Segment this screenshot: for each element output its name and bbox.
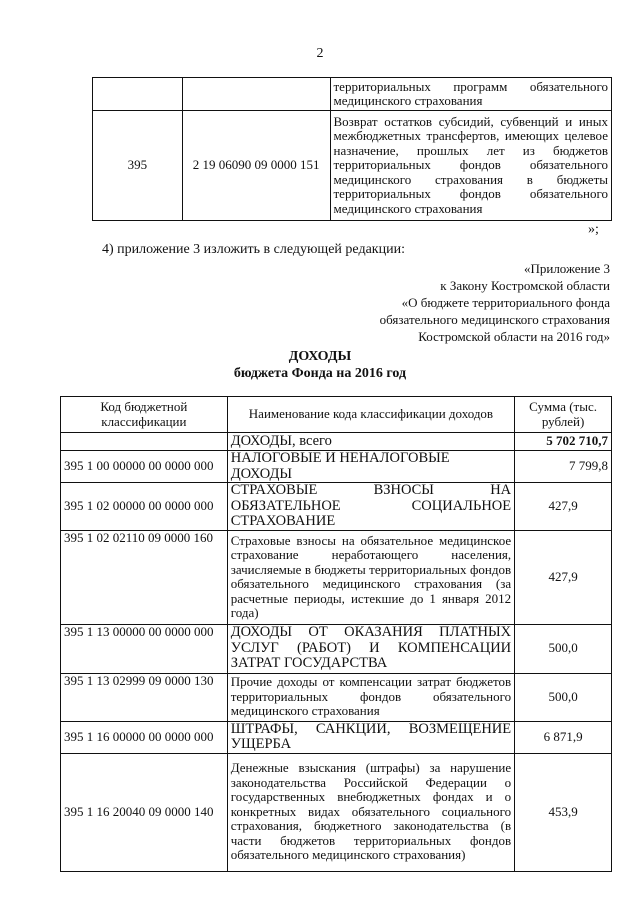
name-cell: ШТРАФЫ, САНКЦИИ, ВОЗМЕЩЕНИЕ УЩЕРБА xyxy=(227,721,514,753)
name-cell: Страховые взносы на обязательное медицинское страхование неработающего населения, зачисляемые в бюджеты территориальных фондов обязательного медицинского страхования (за расчетные периоды, истекшие до 1 января 2012 года) xyxy=(227,530,514,624)
income-name-cell: территориальных программ обязательного медицинского страхования xyxy=(330,78,612,111)
code-cell: 395 1 16 20040 09 0000 140 xyxy=(61,753,228,871)
table-row xyxy=(61,530,612,624)
column-header-code: Код бюджетной классификации xyxy=(61,397,228,433)
name-cell: СТРАХОВЫЕ ВЗНОСЫ НА ОБЯЗАТЕЛЬНОЕ СОЦИАЛЬНОЕ СТРАХОВАНИЕ xyxy=(227,483,514,531)
code-cell: 395 1 13 00000 00 0000 000 xyxy=(61,624,228,673)
sum-cell: 427,9 xyxy=(515,530,612,624)
budget-code-cell: 2 19 06090 09 0000 151 xyxy=(182,111,330,221)
sum-cell: 5 702 710,7 xyxy=(515,433,612,451)
amendment-instruction: 4) приложение 3 изложить в следующей редакции: xyxy=(102,242,405,257)
column-header-sum: Сумма (тыс. рублей) xyxy=(515,397,612,433)
title-line: бюджета Фонда на 2016 год xyxy=(233,366,407,381)
table-row xyxy=(93,78,612,111)
appendix-line: обязательного медицинского страхования xyxy=(379,312,610,327)
name-cell: НАЛОГОВЫЕ И НЕНАЛОГОВЫЕ ДОХОДЫ xyxy=(227,451,514,483)
sum-cell: 6 871,9 xyxy=(515,721,612,753)
table-row xyxy=(61,673,612,721)
admin-code-cell: 395 xyxy=(93,111,183,221)
closing-quote: »; xyxy=(588,222,599,237)
code-cell: 395 1 02 02110 09 0000 160 xyxy=(61,530,228,624)
table-row xyxy=(61,483,612,531)
table-row xyxy=(61,451,612,483)
document-title xyxy=(0,348,640,382)
code-cell: 395 1 00 00000 00 0000 000 xyxy=(61,451,228,483)
code-cell xyxy=(61,433,228,451)
sum-cell: 427,9 xyxy=(515,483,612,531)
income-table xyxy=(60,396,612,872)
table-row xyxy=(61,433,612,451)
table-row xyxy=(61,753,612,871)
name-cell: Прочие доходы от компенсации затрат бюджетов территориальных фондов обязательного медицинского страхования xyxy=(227,673,514,721)
admin-code-cell xyxy=(93,78,183,111)
sum-cell: 453,9 xyxy=(515,753,612,871)
code-cell: 395 1 13 02999 09 0000 130 xyxy=(61,673,228,721)
appendix-line: «О бюджете территориального фонда xyxy=(401,295,610,310)
name-cell: ДОХОДЫ ОТ ОКАЗАНИЯ ПЛАТНЫХ УСЛУГ (РАБОТ) И КОМПЕНСАЦИИ ЗАТРАТ ГОСУДАРСТВА xyxy=(227,624,514,673)
column-header-name: Наименование кода классификации доходов xyxy=(227,397,514,433)
code-cell: 395 1 16 00000 00 0000 000 xyxy=(61,721,228,753)
table-row xyxy=(61,721,612,753)
table-row xyxy=(61,624,612,673)
sum-cell: 500,0 xyxy=(515,624,612,673)
top-table xyxy=(92,77,612,221)
title-line: ДОХОДЫ xyxy=(288,349,352,364)
sum-cell: 500,0 xyxy=(515,673,612,721)
page-number: 2 xyxy=(316,46,324,61)
sum-cell: 7 799,8 xyxy=(515,451,612,483)
table-row xyxy=(93,111,612,221)
appendix-header xyxy=(380,260,610,345)
code-cell: 395 1 02 00000 00 0000 000 xyxy=(61,483,228,531)
table-header-row xyxy=(61,397,612,433)
budget-code-cell xyxy=(182,78,330,111)
appendix-line: к Закону Костромской области xyxy=(440,278,610,293)
name-cell: Денежные взыскания (штрафы) за нарушение законодательства Российской Федерации о государственных внебюджетных фондах и о конкретных видах обязательного социального страхования, бюджетного законодательства (в части бюджетов территориальных фондов обязательного медицинского страхования) xyxy=(227,753,514,871)
income-name-cell: Возврат остатков субсидий, субвенций и иных межбюджетных трансфертов, имеющих целевое назначение, прошлых лет из бюджетов территориальных фондов обязательного медицинского страхования в бюджеты территориальных фондов обязательного медицинского страхования xyxy=(330,111,612,221)
appendix-line: Костромской области на 2016 год» xyxy=(418,329,610,344)
name-cell: ДОХОДЫ, всего xyxy=(227,433,514,451)
appendix-line: «Приложение 3 xyxy=(523,261,610,276)
